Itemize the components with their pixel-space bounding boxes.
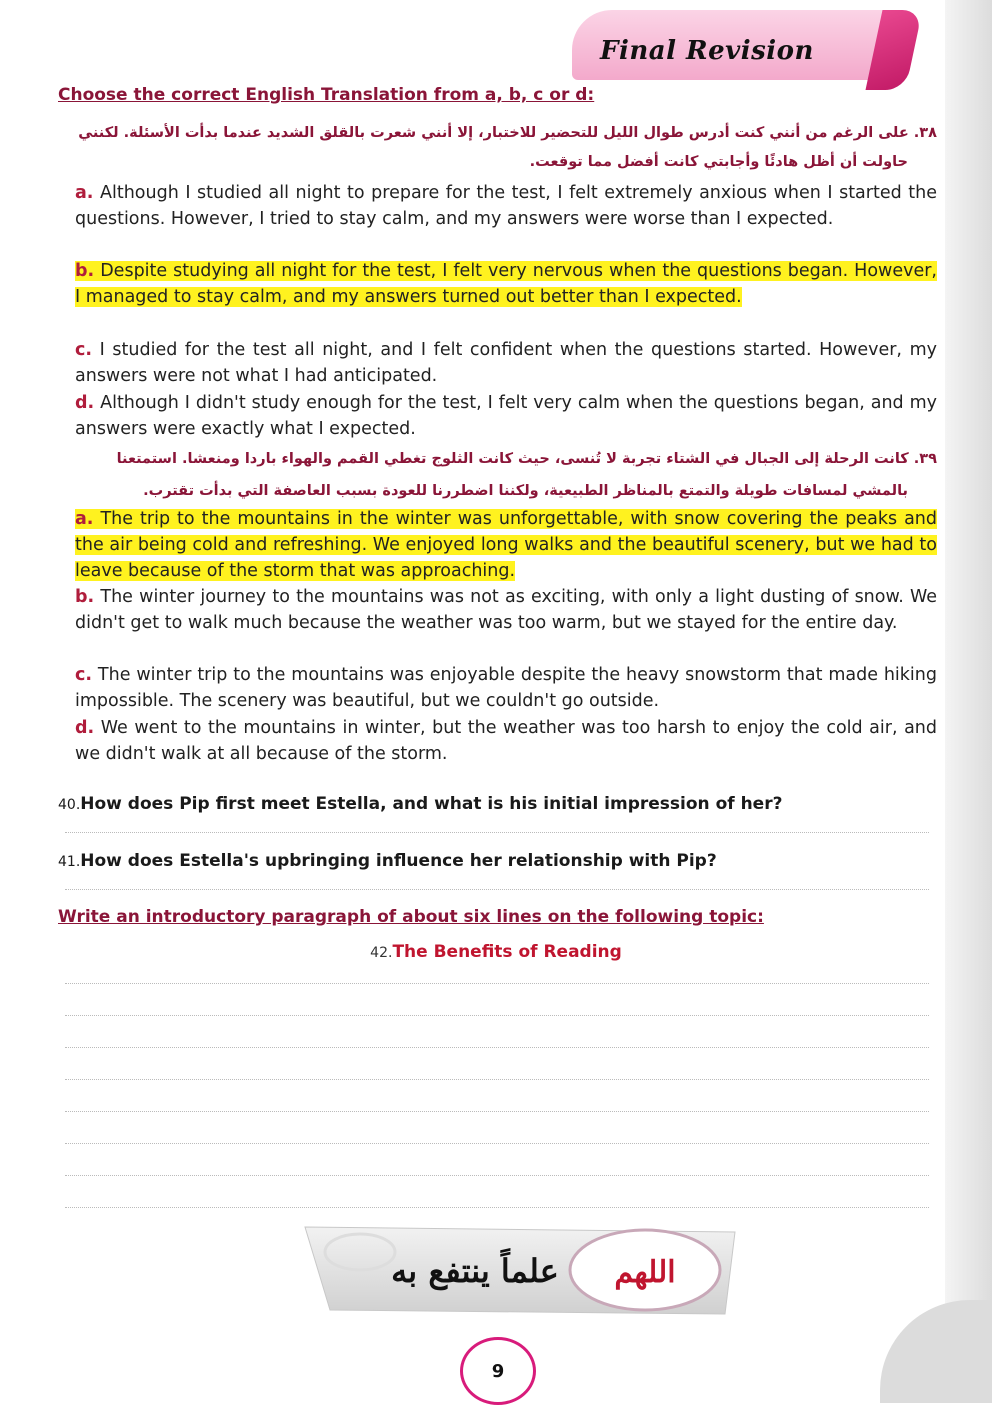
writing-line-2[interactable] xyxy=(65,1015,929,1016)
q40-answer-line[interactable] xyxy=(65,832,929,833)
option-letter: d. xyxy=(75,718,95,738)
q38-option-b-correct[interactable] xyxy=(75,258,937,310)
q38-arabic-line-2: حاولت أن أظل هادئًا وأجابتي كانت أفضل مما توقعت. xyxy=(529,154,908,170)
prayer-banner xyxy=(300,1222,740,1322)
writing-line-7[interactable] xyxy=(65,1175,929,1176)
option-letter: b. xyxy=(75,587,95,607)
question-number: 41. xyxy=(58,854,81,870)
option-letter: b. xyxy=(75,261,95,281)
header-title: Final Revision xyxy=(600,36,814,66)
q39-option-c[interactable] xyxy=(75,662,937,714)
writing-line-5[interactable] xyxy=(65,1111,929,1112)
section-heading-translation: Choose the correct English Translation from a, b, c or d: xyxy=(58,85,595,105)
q38-option-d[interactable] xyxy=(75,390,937,442)
option-text: The winter journey to the mountains was not as exciting, with only a light dusting of snow. We didn't get to walk much because the weather was too warm, but we stayed for the entire day. xyxy=(75,587,937,633)
q39-arabic-line-1: ٣٩. كانت الرحلة إلى الجبال في الشتاء تجربة لا تُنسى، حيث كانت الثلوج تغطي القمم والهواء باردا ومنعشا. استمتعنا xyxy=(116,451,937,467)
writing-line-4[interactable] xyxy=(65,1079,929,1080)
banner-text: علماً ينتفع به xyxy=(391,1252,559,1290)
option-letter: d. xyxy=(75,393,95,413)
q38-option-c[interactable] xyxy=(75,337,937,389)
option-text: Although I didn't study enough for the test, I felt very calm when the questions began, and my answers were exactly what I expected. xyxy=(75,393,937,439)
option-text: We went to the mountains in winter, but the weather was too harsh to enjoy the cold air, and we didn't walk at all because of the storm. xyxy=(75,718,937,764)
q39-option-b[interactable] xyxy=(75,584,937,636)
q38-arabic-line-1: ٣٨. على الرغم من أنني كنت أدرس طوال الليل للتحضير للاختبار، إلا أنني شعرت بالقلق الشديد عندما بدأت الأسئلة. لكنني xyxy=(78,125,937,141)
writing-line-1[interactable] xyxy=(65,983,929,984)
q41-answer-line[interactable] xyxy=(65,889,929,890)
option-text: Despite studying all night for the test, I felt very nervous when the questions began. However, I managed to stay calm, and my answers turned out better than I expected. xyxy=(75,261,937,307)
question-number: 40. xyxy=(58,797,81,813)
page-edge-curve xyxy=(880,1300,992,1403)
ribbon-tip xyxy=(865,10,922,90)
writing-line-8[interactable] xyxy=(65,1207,929,1208)
q40 xyxy=(58,794,782,814)
q39-option-d[interactable] xyxy=(75,715,937,767)
q38-option-a[interactable] xyxy=(75,180,937,232)
page-edge-band xyxy=(945,0,992,1403)
option-text: I studied for the test all night, and I felt confident when the questions started. However, my answers were not what I had anticipated. xyxy=(75,340,937,386)
writing-line-3[interactable] xyxy=(65,1047,929,1048)
option-letter: c. xyxy=(75,340,93,360)
question-text: How does Estella's upbringing influence her relationship with Pip? xyxy=(80,851,717,871)
q39-option-a-correct[interactable] xyxy=(75,506,937,584)
q41 xyxy=(58,851,717,871)
q42-topic xyxy=(0,942,992,962)
section-heading-writing: Write an introductory paragraph of about six lines on the following topic: xyxy=(58,907,764,927)
option-text: Although I studied all night to prepare for the test, I felt extremely anxious when I started the questions. However, I tried to stay calm, and my answers were worse than I expected. xyxy=(75,183,937,229)
page-number: 9 xyxy=(460,1337,536,1405)
question-number: 42. xyxy=(370,945,393,961)
topic-title: The Benefits of Reading xyxy=(392,942,622,962)
q39-arabic-line-2: بالمشي لمسافات طويلة والتمتع بالمناظر الطبيعية، ولكننا اضطررنا للعودة بسبب العاصفة التي بدأت تقترب. xyxy=(143,483,908,499)
banner-word-red: اللهم xyxy=(614,1255,676,1290)
writing-line-6[interactable] xyxy=(65,1143,929,1144)
option-text: The winter trip to the mountains was enjoyable despite the heavy snowstorm that made hiking impossible. The scenery was beautiful, but we couldn't go outside. xyxy=(75,665,937,711)
option-letter: a. xyxy=(75,183,94,203)
question-text: How does Pip first meet Estella, and what is his initial impression of her? xyxy=(80,794,783,814)
option-text: The trip to the mountains in the winter was unforgettable, with snow covering the peaks and the air being cold and refreshing. We enjoyed long walks and the beautiful scenery, but we had to leave because of the storm that was approaching. xyxy=(75,509,937,581)
option-letter: c. xyxy=(75,665,93,685)
option-letter: a. xyxy=(75,509,94,529)
